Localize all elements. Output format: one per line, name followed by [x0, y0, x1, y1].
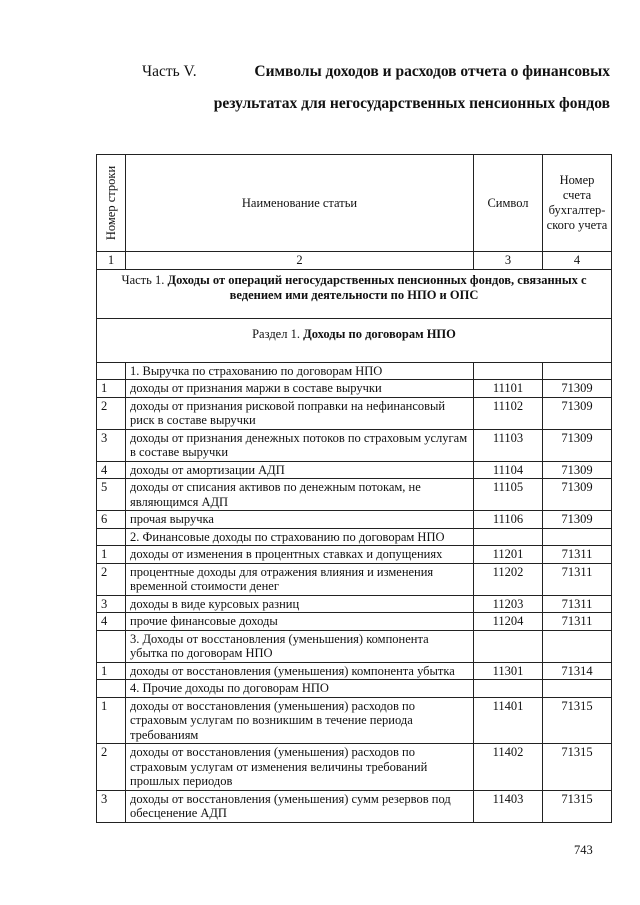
row-number — [97, 680, 126, 698]
table-row — [97, 479, 612, 511]
part-label: Часть V. — [142, 63, 197, 80]
symbol-code — [474, 528, 543, 546]
account-number: 71309 — [543, 511, 612, 529]
item-name: доходы в виде курсовых разниц — [126, 595, 474, 613]
item-name: доходы от признания денежных потоков по страховым услугам в составе выручки — [126, 429, 474, 461]
row-number: 4 — [97, 613, 126, 631]
item-name: доходы от признания маржи в составе выручки — [126, 380, 474, 398]
column-number: 2 — [126, 252, 474, 270]
column-number: 3 — [474, 252, 543, 270]
page-number: 743 — [574, 843, 593, 857]
page-heading — [142, 56, 610, 120]
symbol-code: 11401 — [474, 697, 543, 744]
header-symbol: Символ — [474, 155, 543, 252]
symbol-code: 11201 — [474, 546, 543, 564]
item-name: прочая выручка — [126, 511, 474, 529]
row-number: 2 — [97, 744, 126, 791]
item-name: доходы от восстановления (уменьшения) расходов по страховым услугам по возникшим в течение периода требованиям — [126, 697, 474, 744]
symbol-code: 11104 — [474, 461, 543, 479]
table-row — [97, 429, 612, 461]
row-number: 1 — [97, 662, 126, 680]
table-row — [97, 461, 612, 479]
section-title: Раздел 1. Доходы по договорам НПО — [97, 319, 612, 363]
account-number — [543, 680, 612, 698]
part-row — [97, 270, 612, 319]
symbol-code: 11203 — [474, 595, 543, 613]
item-name: прочие финансовые доходы — [126, 613, 474, 631]
item-name: доходы от восстановления (уменьшения) расходов по страховым услугам от изменения величины требований прошлых периодов — [126, 744, 474, 791]
account-number: 71311 — [543, 595, 612, 613]
subsection-row — [97, 680, 612, 698]
row-number: 1 — [97, 697, 126, 744]
column-number: 4 — [543, 252, 612, 270]
account-number: 71309 — [543, 380, 612, 398]
item-name: 1. Выручка по страхованию по договорам НПО — [126, 362, 474, 380]
row-number: 6 — [97, 511, 126, 529]
symbol-code: 11101 — [474, 380, 543, 398]
account-number: 71315 — [543, 790, 612, 822]
account-number: 71315 — [543, 697, 612, 744]
header-account-number: Номер счета бухгалтер- ского учета — [543, 155, 612, 252]
symbol-code: 11103 — [474, 429, 543, 461]
item-name: 2. Финансовые доходы по страхованию по договорам НПО — [126, 528, 474, 546]
table-row — [97, 511, 612, 529]
heading-title-line1: Символы доходов и расходов отчета о финансовых — [254, 63, 610, 80]
row-number — [97, 630, 126, 662]
column-numbers-row — [97, 252, 612, 270]
symbol-code: 11301 — [474, 662, 543, 680]
row-number: 3 — [97, 429, 126, 461]
account-number: 71311 — [543, 613, 612, 631]
row-number: 5 — [97, 479, 126, 511]
symbol-code: 11202 — [474, 563, 543, 595]
account-number: 71315 — [543, 744, 612, 791]
symbols-table — [96, 154, 612, 823]
account-number: 71309 — [543, 397, 612, 429]
account-number: 71309 — [543, 429, 612, 461]
heading-title-line2: результатах для негосударственных пенсионных фондов — [213, 95, 610, 112]
symbol-code — [474, 362, 543, 380]
row-number: 3 — [97, 790, 126, 822]
symbol-code: 11102 — [474, 397, 543, 429]
row-number: 2 — [97, 397, 126, 429]
row-number — [97, 362, 126, 380]
row-number: 4 — [97, 461, 126, 479]
item-name: доходы от амортизации АДП — [126, 461, 474, 479]
account-number: 71311 — [543, 546, 612, 564]
table-row — [97, 546, 612, 564]
item-name: доходы от признания рисковой поправки на нефинансовый риск в составе выручки — [126, 397, 474, 429]
item-name: доходы от списания активов по денежным потокам, не являющимся АДП — [126, 479, 474, 511]
table-row — [97, 744, 612, 791]
symbol-code: 11204 — [474, 613, 543, 631]
subsection-row — [97, 362, 612, 380]
account-number — [543, 630, 612, 662]
account-number: 71314 — [543, 662, 612, 680]
table-row — [97, 790, 612, 822]
header-row — [97, 155, 612, 252]
account-number: 71309 — [543, 461, 612, 479]
section-row — [97, 319, 612, 363]
subsection-row — [97, 528, 612, 546]
row-number: 2 — [97, 563, 126, 595]
symbol-code: 11402 — [474, 744, 543, 791]
table-row — [97, 563, 612, 595]
column-number: 1 — [97, 252, 126, 270]
subsection-row — [97, 630, 612, 662]
row-number: 3 — [97, 595, 126, 613]
symbol-code: 11106 — [474, 511, 543, 529]
table-row — [97, 613, 612, 631]
item-name: доходы от восстановления (уменьшения) компонента убытка — [126, 662, 474, 680]
table-row — [97, 380, 612, 398]
table-row — [97, 697, 612, 744]
item-name: 3. Доходы от восстановления (уменьшения) компонента убытка по договорам НПО — [126, 630, 474, 662]
header-item-name: Наименование статьи — [126, 155, 474, 252]
table-row — [97, 595, 612, 613]
account-number — [543, 528, 612, 546]
symbol-code: 11403 — [474, 790, 543, 822]
item-name: доходы от восстановления (уменьшения) сумм резервов под обесценение АДП — [126, 790, 474, 822]
symbol-code — [474, 680, 543, 698]
symbol-code — [474, 630, 543, 662]
item-name: 4. Прочие доходы по договорам НПО — [126, 680, 474, 698]
account-number: 71309 — [543, 479, 612, 511]
row-number — [97, 528, 126, 546]
account-number — [543, 362, 612, 380]
account-number: 71311 — [543, 563, 612, 595]
row-number: 1 — [97, 546, 126, 564]
part-title: Часть 1. Доходы от операций негосударственных пенсионных фондов, связанных с ведением ими деятельности по НПО и ОПС — [97, 270, 612, 319]
row-number: 1 — [97, 380, 126, 398]
item-name: процентные доходы для отражения влияния и изменения временной стоимости денег — [126, 563, 474, 595]
table-row — [97, 662, 612, 680]
table-row — [97, 397, 612, 429]
item-name: доходы от изменения в процентных ставках и допущениях — [126, 546, 474, 564]
symbol-code: 11105 — [474, 479, 543, 511]
header-row-number: Номер строки — [97, 155, 126, 252]
